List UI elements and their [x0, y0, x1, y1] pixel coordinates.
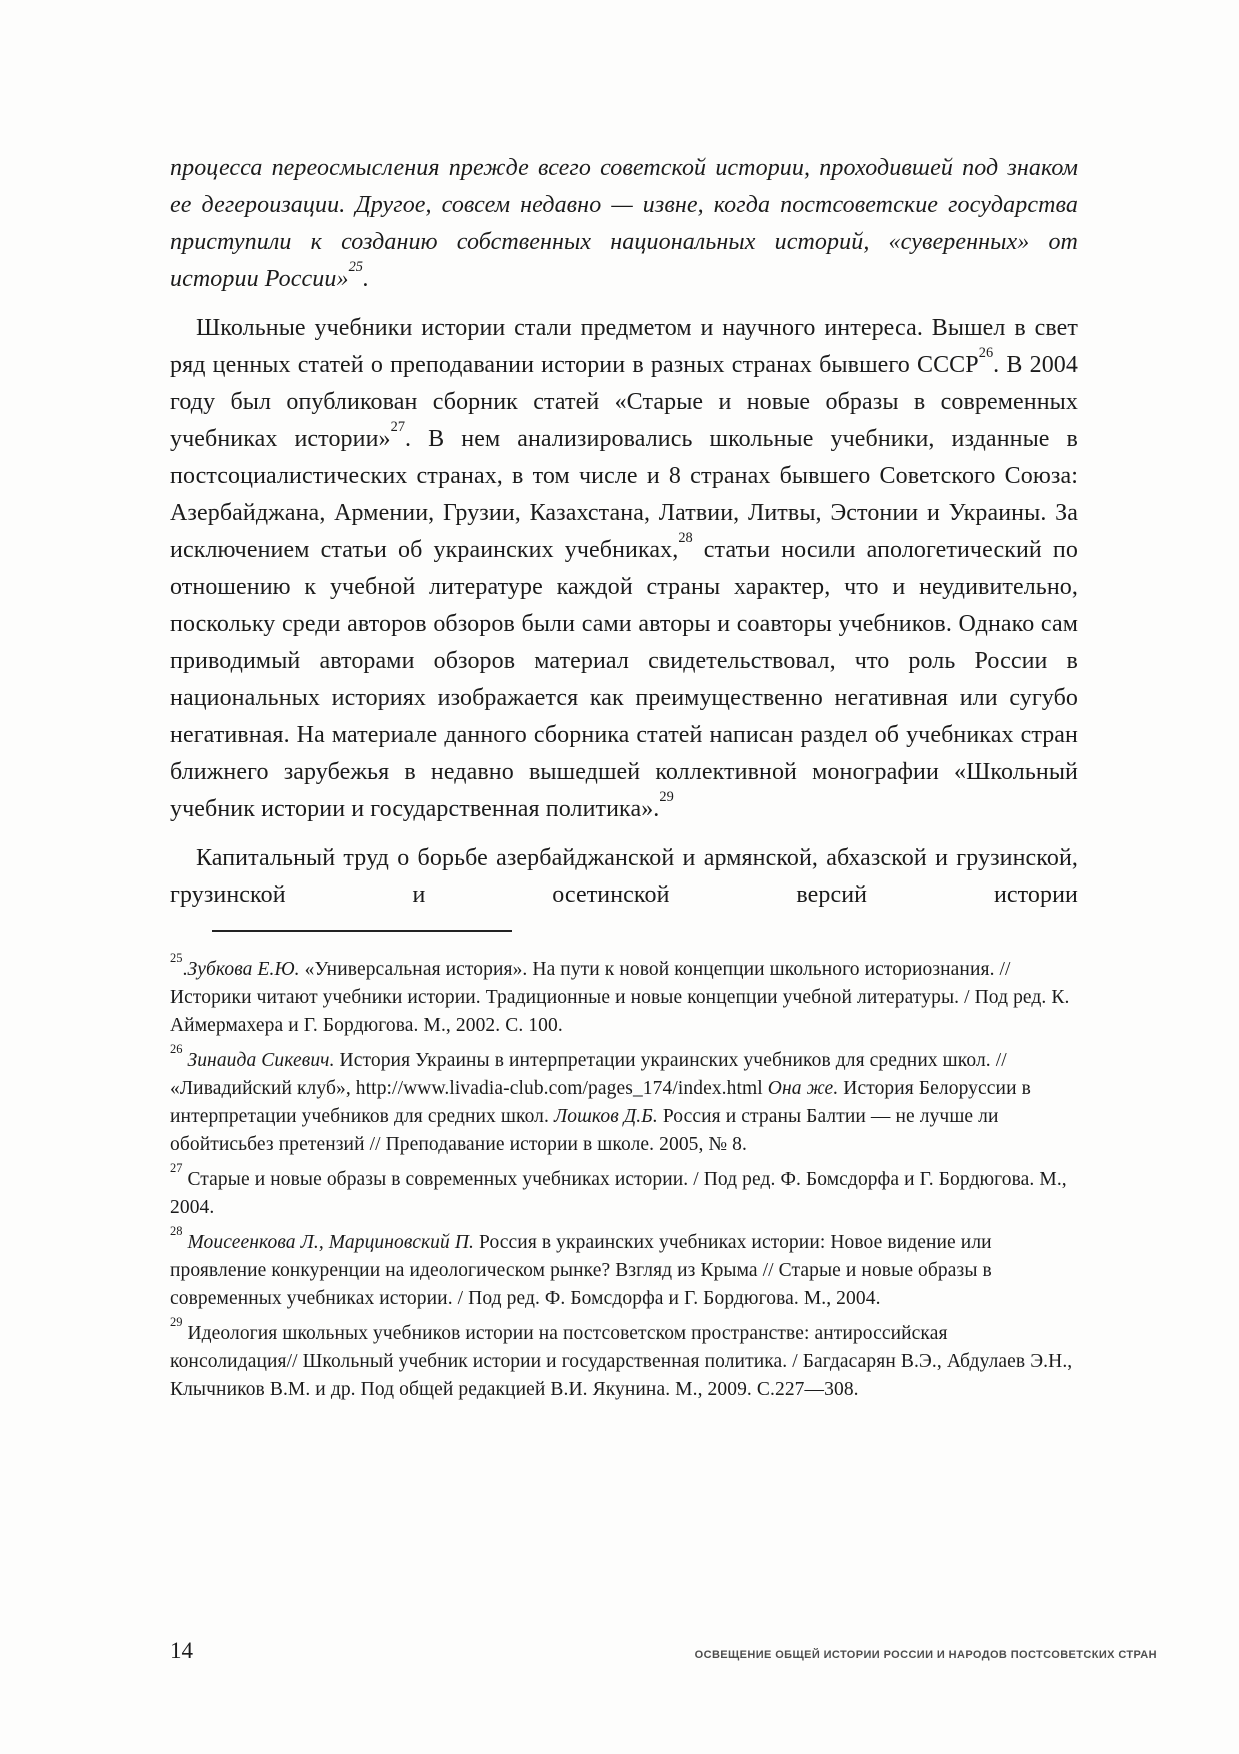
paragraph-textbooks-text-3: . В нем анализировались школьные учебники, изданные в постсоциалистических странах, в том числе и 8 странах бывшего Советского Союза: Азербайджана, Армении, Грузии, Казахстана, Латвии, Литвы, Эстонии и Украины. За исключением статьи об украинских учебниках,	[170, 426, 1078, 563]
footnote-26-text-2: История Белоруссии в интерпретации учебников для средних школ.	[170, 1078, 1031, 1127]
footnote-28-marker: 28	[170, 1223, 183, 1238]
footnote-25	[170, 950, 1078, 1040]
footnote-27-text: Старые и новые образы в современных учебниках истории. / Под ред. Ф. Бомсдорфа и Г. Бордюгова. М., 2004.	[170, 1169, 1067, 1218]
footnote-ref-25: 25	[348, 258, 363, 275]
footnote-separator	[212, 930, 512, 932]
quote-tail: .	[362, 266, 370, 292]
footnote-26-marker: 26	[170, 1041, 183, 1056]
page-footer	[170, 1638, 1157, 1664]
footnote-25-author: Зубкова Е.Ю.	[187, 959, 300, 980]
paragraph-textbooks-text-4: статьи носили апологетический по отношению к учебной литературе каждой страны характер, что и неудивительно, поскольку среди авторов обзоров были сами авторы и соавторы учебников. Однако сам приводимый авторами обзоров материал свидетельствовал, что роль России в национальных историях изображается как преимущественно негативная или сугубо негативная. На материале данного сборника статей написан раздел об учебниках стран ближнего зарубежья в недавно вышедшей коллективной монографии «Школьный учебник истории и государственная политика».	[170, 537, 1078, 822]
paragraph-capital-work-text: Капитальный труд о борьбе азербайджанской и армянской, абхазской и грузинской, грузинской и осетинской версий истории	[170, 845, 1078, 908]
footnote-27-marker: 27	[170, 1160, 183, 1175]
quote-text: процесса переосмысления прежде всего советской истории, проходившей под знаком ее дегероизации. Другое, совсем недавно — извне, когда постсоветские государства приступили к созданию собственных национальных историй, «суверенных» от истории России»	[170, 155, 1078, 292]
footnote-25-text: «Универсальная история». На пути к новой концепции школьного историознания. // Историки читают учебники истории. Традиционные и новые концепции учебной литературы. / Под ред. К. Аймермахера и Г. Бордюгова. М., 2002. С. 100.	[170, 959, 1070, 1036]
footnote-25-marker: 25	[170, 950, 183, 965]
footnote-28	[170, 1223, 1078, 1313]
page-number: 14	[170, 1638, 193, 1663]
footnote-ref-26: 26	[978, 344, 994, 361]
footnote-25-dot: .	[182, 959, 188, 980]
paragraph-textbooks-text-1: Школьные учебники истории стали предметом и научного интереса. Вышел в свет ряд ценных статей о преподавании истории в разных странах бывшего СССР	[170, 315, 1078, 378]
footnote-27	[170, 1160, 1078, 1222]
paragraph-textbooks-text-2: . В 2004 году был опубликован сборник статей «Старые и новые образы в современных учебниках истории»	[170, 352, 1078, 452]
footnote-26-author-2: Она же.	[767, 1078, 839, 1099]
footnote-29-marker: 29	[170, 1314, 183, 1329]
footnote-26-text-3: Россия и страны Балтии — не лучше ли обойтисьбез претензий // Преподавание истории в школе. 2005, № 8.	[170, 1106, 999, 1155]
paragraph-textbooks	[170, 310, 1078, 828]
footnote-26	[170, 1041, 1078, 1159]
footnote-26-author-3: Лошков Д.Б.	[553, 1106, 658, 1127]
footnote-28-text: Россия в украинских учебниках истории: Новое видение или проявление конкуренции на идеологическом рынке? Взгляд из Крыма // Старые и новые образы в современных учебниках истории. / Под ред. Ф. Бомсдорфа и Г. Бордюгова. М., 2004.	[170, 1232, 992, 1309]
footnote-28-authors: Моисеенкова Л., Марциновский П.	[182, 1232, 475, 1253]
footnote-29	[170, 1314, 1078, 1404]
running-title: ОСВЕЩЕНИЕ ОБЩЕЙ ИСТОРИИ РОССИИ И НАРОДОВ ПОСТСОВЕТСКИХ СТРАН	[694, 1649, 1157, 1661]
footnote-ref-27: 27	[390, 418, 406, 435]
page-content	[170, 150, 1078, 1411]
footnote-29-text: Идеология школьных учебников истории на постсоветском пространстве: антироссийская консолидация// Школьный учебник истории и государственная политика. / Багдасарян В.Э., Абдулаев Э.Н., Клычников В.М. и др. Под общей редакцией В.И. Якунина. М., 2009. С.227—308.	[170, 1323, 1073, 1400]
quote-paragraph	[170, 150, 1078, 298]
footnotes-section	[170, 950, 1078, 1404]
footnote-ref-29: 29	[659, 788, 674, 805]
footnote-26-text-1: История Украины в интерпретации украинских учебников для средних школ. // «Ливадийский клуб», http://www.livadia-club.com/pages_174/index.html	[170, 1050, 1007, 1099]
footnote-ref-28: 28	[678, 529, 693, 546]
footnote-26-author-1: Зинаида Сикевич.	[182, 1050, 335, 1071]
paragraph-capital-work	[170, 840, 1078, 914]
